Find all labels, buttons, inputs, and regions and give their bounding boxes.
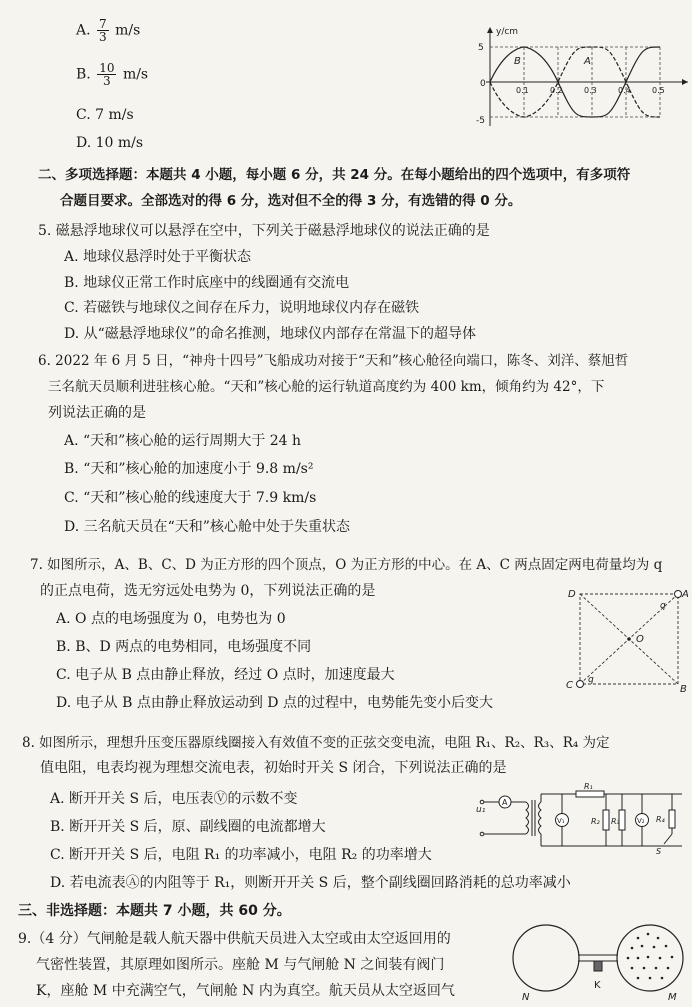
q6-stem-1: 6. 2022 年 6 月 5 日，“神舟十四号”飞船成功对接于“天和”核心舱径向端口，陈冬、刘洋、蔡旭哲 bbox=[38, 353, 629, 369]
q9-line-2: 气密性装置，其原理如图所示。座舱 M 与气闸舱 N 之间装有阀门 bbox=[36, 957, 445, 973]
svg-text:q: q bbox=[588, 675, 594, 685]
x-tick-2: 0.2 bbox=[550, 86, 563, 95]
y-axis-label: y/cm bbox=[496, 27, 519, 37]
q8-stem-1: 8. 如图所示，理想升压变压器原线圈接入有效值不变的正弦交变电流，电阻 R₁、R₂、R₃、R₄ 为定 bbox=[22, 735, 610, 751]
q7-option-c: C. 电子从 B 点由静止释放，经过 O 点时，加速度最大 bbox=[56, 667, 395, 683]
svg-text:R₃: R₃ bbox=[611, 817, 620, 826]
q4-option-c: C. 7 m/s bbox=[76, 107, 134, 123]
q6-option-c: C. “天和”核心舱的线速度大于 7.9 km/s bbox=[64, 490, 317, 506]
svg-text:R₁: R₁ bbox=[584, 782, 593, 791]
chamber-n bbox=[513, 925, 579, 991]
q5-option-d: D. 从“磁悬浮地球仪”的命名推测，地球仪内部存在常温下的超导体 bbox=[64, 326, 476, 342]
q6-option-d: D. 三名航天员在“天和”核心舱中处于失重状态 bbox=[64, 519, 350, 535]
q7-option-b: B. B、D 两点的电势相同，电场强度不同 bbox=[56, 639, 312, 655]
svg-text:-5: -5 bbox=[476, 116, 485, 126]
svg-text:R₄: R₄ bbox=[656, 815, 665, 824]
fraction-7-3: $\frac{7}{3}$ bbox=[99, 17, 107, 44]
svg-text:u₁: u₁ bbox=[476, 805, 486, 815]
section2-heading: 二、多项选择题：本题共 4 小题，每小题 6 分，共 24 分。在每小题给出的四个选项中，有多项符 bbox=[38, 167, 631, 183]
transformer-circuit bbox=[474, 782, 689, 856]
x-tick-3: 0.3 bbox=[584, 86, 597, 95]
svg-text:A: A bbox=[682, 589, 689, 600]
resistor-r4 bbox=[669, 810, 675, 828]
q5-stem: 5. 磁悬浮地球仪可以悬浮在空中，下列关于磁悬浮地球仪的说法正确的是 bbox=[38, 223, 490, 239]
svg-text:N: N bbox=[522, 992, 530, 1003]
q4-option-a: A. $\frac{7}{3}$ m/s bbox=[76, 17, 141, 44]
svg-text:K: K bbox=[594, 980, 601, 991]
wave-label-b: B bbox=[514, 56, 521, 67]
q5-option-a: A. 地球仪悬浮时处于平衡状态 bbox=[64, 249, 252, 265]
svg-text:O: O bbox=[636, 634, 644, 645]
svg-text:V₂: V₂ bbox=[637, 817, 645, 825]
q4-option-d: D. 10 m/s bbox=[76, 135, 144, 151]
q8-option-c: C. 断开开关 S 后，电阻 R₁ 的功率减小，电阻 R₂ 的功率增大 bbox=[50, 847, 432, 863]
switch-s bbox=[664, 834, 672, 844]
square-charge-diagram bbox=[560, 584, 690, 694]
svg-text:0: 0 bbox=[480, 79, 486, 89]
fraction-10-3: $\frac{10}{3}$ bbox=[99, 61, 115, 88]
resistor-r1 bbox=[576, 791, 604, 797]
svg-text:q: q bbox=[660, 601, 666, 611]
q6-option-b: B. “天和”核心舱的加速度小于 9.8 m/s² bbox=[64, 461, 314, 477]
q7-option-d: D. 电子从 B 点由静止释放运动到 D 点的过程中，电势能先变小后变大 bbox=[56, 695, 493, 711]
q5-option-c: C. 若磁铁与地球仪之间存在斥力，说明地球仪内存在磁铁 bbox=[64, 300, 420, 316]
svg-text:D: D bbox=[568, 589, 576, 600]
gas-particles bbox=[627, 933, 674, 980]
q7-stem-1: 7. 如图所示，A、B、C、D 为正方形的四个顶点，O 为正方形的中心。在 A、C 两点固定两电荷量均为 q bbox=[30, 557, 663, 573]
q8-option-a: A. 断开开关 S 后，电压表Ⓥ的示数不变 bbox=[50, 791, 298, 807]
airlock-diagram bbox=[508, 920, 688, 1005]
q6-stem-3: 列说法正确的是 bbox=[48, 405, 146, 421]
x-tick-5: 0.5 bbox=[652, 86, 665, 95]
resistor-r3 bbox=[619, 810, 625, 830]
section3-heading: 三、非选择题：本题共 7 小题，共 60 分。 bbox=[18, 903, 291, 919]
charge-a bbox=[675, 591, 682, 598]
valve-k bbox=[594, 961, 602, 971]
svg-text:C: C bbox=[566, 680, 573, 691]
q6-stem-2: 三名航天员顺利进驻核心舱。“天和”核心舱的运行轨道高度约为 400 km，倾角约为 42°，下 bbox=[48, 379, 605, 395]
q6-option-a: A. “天和”核心舱的运行周期大于 24 h bbox=[64, 433, 302, 449]
q8-stem-2: 值电阻，电表均视为理想交流电表，初始时开关 S 闭合，下列说法正确的是 bbox=[40, 760, 507, 776]
svg-text:A: A bbox=[502, 798, 508, 807]
section2-heading-cont: 合题目要求。全部选对的得 6 分，选对但不全的得 3 分，有选错的得 0 分。 bbox=[60, 193, 522, 209]
q9-line-1: 9.（4 分）气闸舱是载人航天器中供航天员进入太空或由太空返回用的 bbox=[18, 931, 451, 947]
svg-text:M: M bbox=[668, 992, 677, 1003]
wave-label-a: A bbox=[584, 56, 591, 67]
q8-option-b: B. 断开开关 S 后，原、副线圈的电流都增大 bbox=[50, 819, 326, 835]
svg-text:S: S bbox=[656, 847, 662, 856]
q4-option-b: B. $\frac{10}{3}$ m/s bbox=[76, 61, 149, 88]
q7-option-a: A. O 点的电场强度为 0，电势也为 0 bbox=[56, 611, 286, 627]
x-tick-1: 0.1 bbox=[516, 86, 529, 95]
svg-text:V₁: V₁ bbox=[557, 817, 565, 825]
resistor-r2 bbox=[603, 810, 609, 830]
x-tick-4: 0.4 bbox=[618, 86, 631, 95]
center-o bbox=[627, 637, 631, 641]
q9-line-3: K，座舱 M 中充满空气，气闸舱 N 内为真空。航天员从太空返回气 bbox=[36, 983, 455, 999]
svg-text:B: B bbox=[680, 684, 687, 695]
q5-option-b: B. 地球仪正常工作时底座中的线圈通有交流电 bbox=[64, 275, 350, 291]
charge-c bbox=[577, 681, 584, 688]
svg-text:5: 5 bbox=[478, 43, 484, 53]
q7-stem-2: 的正点电荷，选无穷远处电势为 0，下列说法正确的是 bbox=[40, 583, 376, 599]
wave-graph bbox=[476, 24, 691, 129]
q8-option-d: D. 若电流表Ⓐ的内阻等于 R₁，则断开开关 S 后，整个副线圈回路消耗的总功率减小 bbox=[50, 875, 571, 891]
svg-text:R₂: R₂ bbox=[591, 817, 600, 826]
